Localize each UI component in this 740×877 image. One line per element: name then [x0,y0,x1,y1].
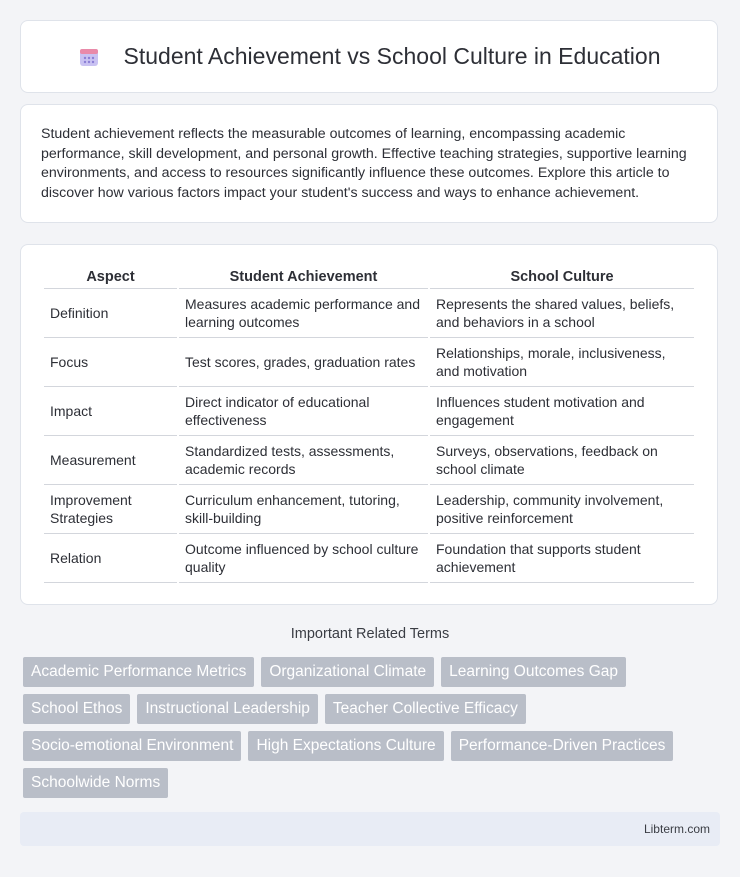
table-cell: Impact [44,387,177,436]
term-tag[interactable]: Academic Performance Metrics [23,657,254,687]
related-terms-title: Important Related Terms [290,626,450,642]
term-tag[interactable]: School Ethos [23,694,130,724]
term-tag[interactable]: High Expectations Culture [248,731,443,761]
column-header-student-achievement: Student Achievement [179,265,428,289]
comparison-table-card [20,244,718,605]
term-tag[interactable]: Organizational Climate [261,657,434,687]
table-row [44,485,694,534]
table-row [44,534,694,583]
table-cell: Standardized tests, assessments, academic records [179,436,428,485]
term-tag[interactable]: Teacher Collective Efficacy [325,694,526,724]
table-cell: Definition [44,289,177,338]
table-cell: Relationships, morale, inclusiveness, and motivation [430,338,694,387]
term-tag[interactable]: Schoolwide Norms [23,768,168,798]
calendar-grid-icon [78,46,100,68]
column-header-aspect: Aspect [44,265,177,289]
table-row [44,387,694,436]
table-cell: Influences student motivation and engagement [430,387,694,436]
table-cell: Direct indicator of educational effectiveness [179,387,428,436]
table-cell: Leadership, community involvement, positive reinforcement [430,485,694,534]
table-row [44,436,694,485]
table-cell: Measurement [44,436,177,485]
comparison-table [42,265,696,583]
table-cell: Improvement Strategies [44,485,177,534]
table-row [44,338,694,387]
term-tag[interactable]: Performance-Driven Practices [451,731,674,761]
table-cell: Represents the shared values, beliefs, and behaviors in a school [430,289,694,338]
header-card [20,20,718,93]
intro-card [20,104,718,223]
table-cell: Focus [44,338,177,387]
footer-brand-link[interactable]: Libterm.com [643,822,710,836]
footer-bar [20,812,720,846]
term-tag[interactable]: Learning Outcomes Gap [441,657,626,687]
table-cell: Test scores, grades, graduation rates [179,338,428,387]
table-cell: Outcome influenced by school culture quality [179,534,428,583]
intro-text: Student achievement reflects the measurable outcomes of learning, encompassing academic performance, skill development, and personal growth. Effective teaching strategies, supportive learning environments, and access to resources significantly influence these outcomes. Explore this article to discover how various factors impact your student's success and ways to enhance achievement. [41,126,687,201]
table-cell: Curriculum enhancement, tutoring, skill-building [179,485,428,534]
column-header-school-culture: School Culture [430,265,694,289]
table-row [44,289,694,338]
table-cell: Surveys, observations, feedback on school climate [430,436,694,485]
term-tag[interactable]: Instructional Leadership [137,694,318,724]
page-title: Student Achievement vs School Culture in Education [123,43,661,69]
term-tag[interactable]: Socio-emotional Environment [23,731,241,761]
table-cell: Measures academic performance and learning outcomes [179,289,428,338]
table-cell: Foundation that supports student achievement [430,534,694,583]
related-terms-list [23,657,713,798]
table-cell: Relation [44,534,177,583]
